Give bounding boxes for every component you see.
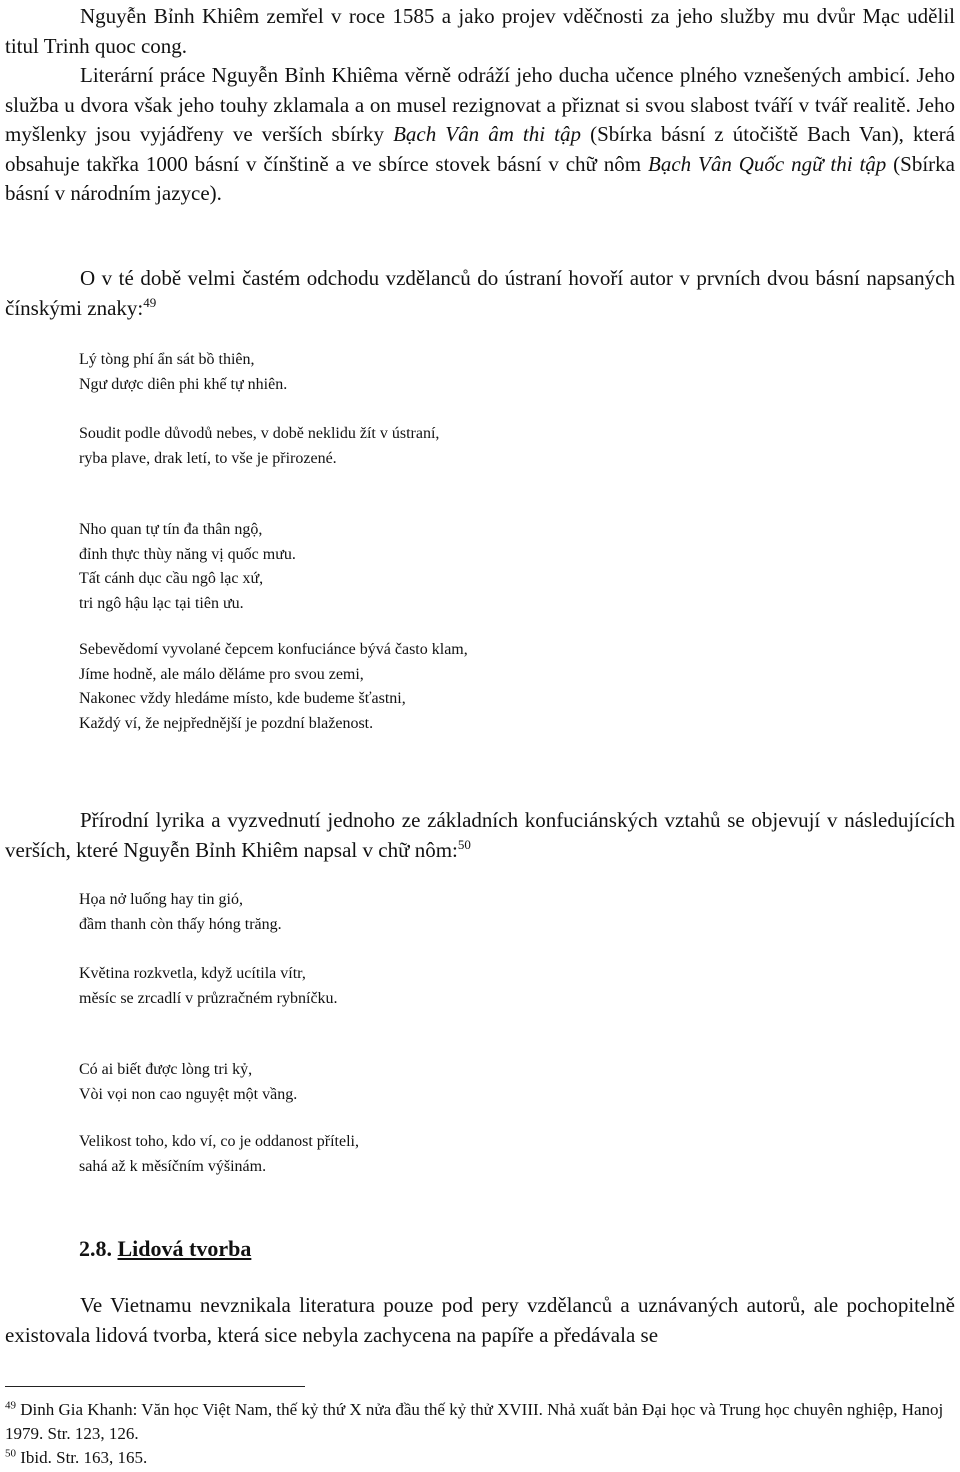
footnote-50 [5,1446,955,1470]
paragraph-text: Nguyễn Bỉnh Khiêm zemřel v roce 1585 a jako projev vděčnosti za jeho služby mu dvůr Mạc udělil titul Trinh quoc cong. [5,4,955,58]
paragraph-text: Ve Vietnamu nevznikala literatura pouze pod pery vzdělanců a uznávaných autorů, ale pochopitelně existovala lidová tvorba, která sice nebyla zachycena na papíře a předávala se [5,1293,955,1347]
poem-line: Lý tòng phí ẩn sát bồ thiên, [79,351,255,368]
poem-stanza [79,1058,939,1107]
poem-line: tri ngô hậu lạc tại tiên ưu. [79,594,244,612]
paragraph-retreat [5,264,955,323]
poem-stanza [79,888,939,937]
poem-stanza [79,422,939,471]
footnote-49 [5,1398,955,1446]
collection-title: Bạch Vân Quốc ngữ thi tập [648,151,887,176]
poem-line: Nakonec vždy hledáme místo, kde budeme šťastni, [79,690,406,707]
poem-line: đầm thanh còn thấy hóng trăng. [79,915,282,933]
paragraph-nature-lyric [5,806,955,865]
paragraph-text: O v té době velmi častém odchodu vzdělanců do ústraní hovoří autor v prvních dvou básní napsaných čínskými znaky: [5,266,955,320]
poem-stanza [79,1130,939,1179]
paragraph-folk-literature [5,1291,955,1350]
poem-stanza [79,518,939,616]
poem-line: Velikost toho, kdo ví, co je oddanost příteli, [79,1133,359,1150]
poem-line: Vòi vọi non cao nguyệt một vầng. [79,1085,298,1103]
poem-line: Ngư dược diên phi khế tự nhiên. [79,375,288,393]
poem-line: sahá až k měsíčním výšinám. [79,1157,267,1175]
footnote-text: Dinh Gia Khanh: Văn học Việt Nam, thế kỷ thứ X nửa đầu thế kỷ thử XVIII. Nhả xuất bản Đại học và Trung học chuyên nghiệp, Hanoj 1979. Str. 123, 126. [5,1400,944,1443]
poem-stanza [79,638,939,736]
collection-title: Bạch Vân âm thi tập [393,122,582,146]
paragraph-text: Literární práce Nguyễn Bỉnh Khiêma věrně odráží jeho ducha učence plného vznešených ambicí. Jeho služba u dvora však jeho touhy zklamala a on musel rezignovat a přiznat si svou slabost tváří v tvář realitě. Jeho myšlenky jsou vyjádřeny ve verších sbírky [5,63,955,146]
poem-line: đỉnh thực thùy năng vị quốc mưu. [79,545,296,563]
poem-line: Sebevědomí vyvolané čepcem konfuciánce bývá často klam, [79,641,468,658]
paragraph-death [5,2,955,61]
poem-line: Soudit podle důvodů nebes, v době neklidu žít v ústraní, [79,425,440,442]
poem-line: Tất cánh dục cầu ngô lạc xứ, [79,570,264,587]
paragraph-text: (Sbírka básní z útočiště Bach Van), která obsahuje takřka 1000 básní v čínštině a ve sbírce stovek básní v chữ nôm [5,122,955,176]
poem-line: Nho quan tự tín đa thân ngộ, [79,521,263,538]
section-number: 2.8. [79,1236,112,1261]
poem-line: Có ai biết được lòng tri kỷ, [79,1061,253,1078]
footnote-number: 50 [5,1447,16,1460]
poem-line: Họa nở luống hay tin gió, [79,891,243,908]
footnote-ref[interactable]: 50 [457,836,471,852]
paragraph-text: (Sbírka básní v národním jazyce). [5,151,955,205]
poem-line: Květina rozkvetla, když ucítila vítr, [79,965,306,982]
poem-stanza [79,962,939,1011]
footnote-number: 49 [5,1399,16,1412]
poem-stanza [79,348,939,397]
paragraph-text: Přírodní lyrika a vyzvednutí jednoho ze základních konfuciánských vztahů se objevují v následujících verších, které Nguyễn Bỉnh Khiêm napsal v chữ nôm: [5,808,955,862]
poem-line: Každý ví, že nejpřednější je pozdní blaženost. [79,714,374,732]
section-heading [79,1236,251,1262]
poem-line: ryba plave, drak letí, to vše je přirozené. [79,449,337,467]
footnote-ref[interactable]: 49 [143,294,157,310]
poem-line: Jíme hodně, ale málo děláme pro svou zemi, [79,665,364,683]
footnote-separator [5,1386,305,1387]
section-title: Lidová tvorba [117,1236,252,1261]
paragraph-literary-work [5,61,955,209]
poem-line: měsíc se zrcadlí v průzračném rybníčku. [79,989,338,1007]
footnote-text: Ibid. Str. 163, 165. [16,1448,148,1467]
